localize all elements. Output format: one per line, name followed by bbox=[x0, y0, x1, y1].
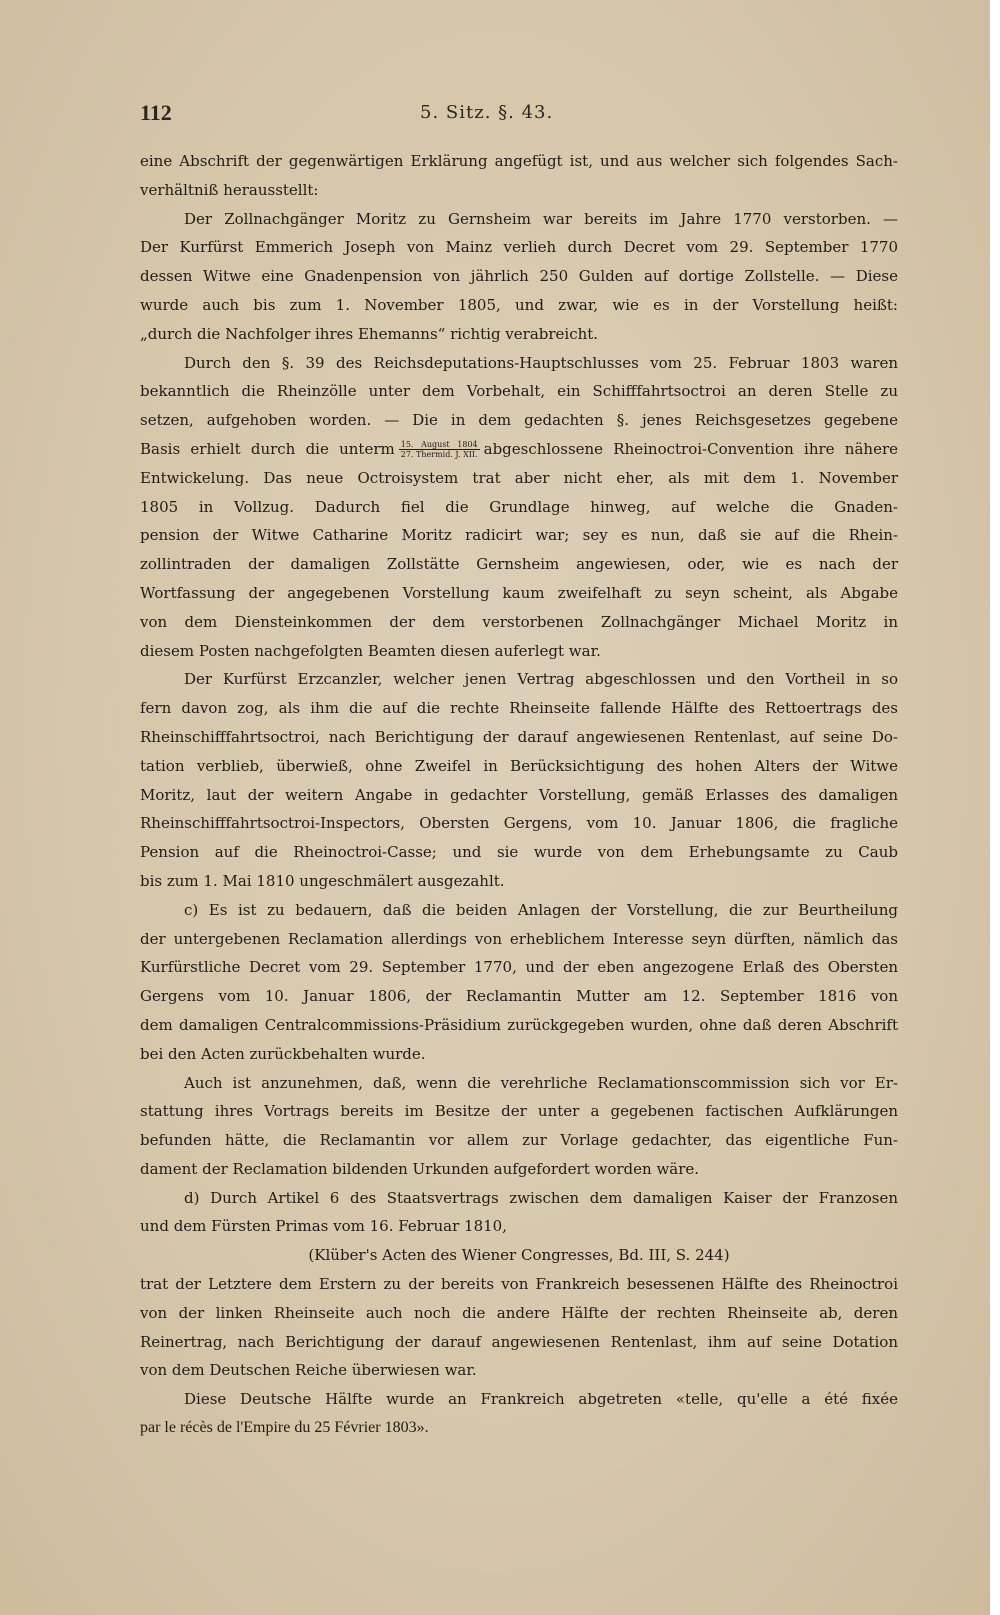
text-line: verhältniß herausstellt: bbox=[140, 180, 319, 199]
text-line: „durch die Nachfolger ihres Ehemanns“ richtig verabreicht. bbox=[140, 324, 599, 343]
text-line: dament der Reclamation bildenden Urkunden aufgefordert worden wäre. bbox=[140, 1159, 700, 1178]
fraction-numerator: 15. August 1804 bbox=[400, 440, 478, 450]
text-line: Der Zollnachgänger Moritz zu Gernsheim war bereits im Jahre 1770 verstorben. — bbox=[184, 209, 898, 228]
text-line: der untergebenen Reclamation allerdings von erheblichem Interesse seyn dürften, nämlich das bbox=[140, 929, 898, 948]
text-line: d) Durch Artikel 6 des Staatsvertrags zwischen dem damaligen Kaiser der Franzosen bbox=[184, 1188, 898, 1207]
text-line: Pension auf die Rheinoctroi-Casse; und sie wurde von dem Erhebungsamte zu Caub bbox=[140, 843, 898, 862]
text-segment: Basis erhielt durch die unterm bbox=[140, 439, 395, 458]
text-line: Durch den §. 39 des Reichsdeputations-Hauptschlusses vom 25. Februar 1803 waren bbox=[184, 353, 898, 372]
text-line: bei den Acten zurückbehalten wurde. bbox=[140, 1044, 426, 1063]
text-line: pension der Witwe Catharine Moritz radicirt war; sey es nun, daß sie auf die Rhein- bbox=[140, 526, 898, 545]
text-line: bekanntlich die Rheinzölle unter dem Vorbehalt, ein Schifffahrtsoctroi an deren Stelle zu bbox=[140, 382, 898, 401]
text-line: Wortfassung der angegebenen Vorstellung kaum zweifelhaft zu seyn scheint, als Abgabe bbox=[140, 583, 898, 602]
text-line: dem damaligen Centralcommissions-Präsidium zurückgegeben wurden, ohne daß deren Abschrift bbox=[140, 1015, 898, 1034]
text-segment: abgeschlossene Rheinoctroi-Convention ihre nähere bbox=[483, 439, 898, 458]
text-line: Der Kurfürst Emmerich Joseph von Mainz verlieh durch Decret vom 29. September 1770 bbox=[140, 238, 898, 257]
french-text-line: par le récès de l'Empire du 25 Février 1803». bbox=[140, 1419, 429, 1437]
text-line: diesem Posten nachgefolgten Beamten diesen auferlegt war. bbox=[140, 641, 601, 660]
text-line: tation verblieb, überwieß, ohne Zweifel in Berücksichtigung des hohen Alters der Witwe bbox=[140, 756, 898, 775]
text-line: Moritz, laut der weitern Angabe in gedachter Vorstellung, gemäß Erlasses des damaligen bbox=[140, 785, 898, 804]
fraction-denominator: 27. Thermid. J. XII. bbox=[400, 450, 478, 460]
text-line: von der linken Rheinseite auch noch die andere Hälfte der rechten Rheinseite ab, deren bbox=[140, 1303, 898, 1322]
text-line: c) Es ist zu bedauern, daß die beiden Anlagen der Vorstellung, die zur Beurtheilung bbox=[184, 900, 898, 919]
text-line: Auch ist anzunehmen, daß, wenn die verehrliche Reclamationscommission sich vor Er- bbox=[184, 1073, 898, 1092]
running-head: 5. Sitz. §. 43. bbox=[420, 102, 554, 123]
text-line: zollintraden der damaligen Zollstätte Gernsheim angewiesen, oder, wie es nach der bbox=[140, 555, 898, 574]
text-line: fern davon zog, als ihm die auf die rechte Rheinseite fallende Hälfte des Rettoertrags des bbox=[140, 699, 898, 718]
text-line: Rheinschifffahrtsoctroi, nach Berichtigung der darauf angewiesenen Rentenlast, auf seine Do- bbox=[140, 727, 898, 746]
text-line: bis zum 1. Mai 1810 ungeschmälert ausgezahlt. bbox=[140, 871, 505, 890]
text-line: trat der Letztere dem Erstern zu der bereits von Frankreich besessenen Hälfte des Rheinoctroi bbox=[140, 1275, 898, 1294]
page-header bbox=[140, 100, 900, 130]
text-line: 1805 in Vollzug. Dadurch fiel die Grundlage hinweg, auf welche die Gnaden- bbox=[140, 497, 898, 516]
text-line: befunden hätte, die Reclamantin vor allem zur Vorlage gedachter, das eigentliche Fun- bbox=[140, 1131, 898, 1150]
text-line-with-fraction bbox=[140, 435, 898, 464]
text-line: wurde auch bis zum 1. November 1805, und zwar, wie es in der Vorstellung heißt: bbox=[140, 295, 898, 314]
text-line: Rheinschifffahrtsoctroi-Inspectors, Obersten Gergens, vom 10. Januar 1806, die fragliche bbox=[140, 814, 898, 833]
text-line: Der Kurfürst Erzcanzler, welcher jenen Vertrag abgeschlossen und den Vortheil in so bbox=[184, 670, 898, 689]
text-line: von dem Deutschen Reiche überwiesen war. bbox=[140, 1361, 477, 1380]
text-line: Entwickelung. Das neue Octroisystem trat aber nicht eher, als mit dem 1. November bbox=[140, 468, 898, 487]
text-line: Reinertrag, nach Berichtigung der darauf angewiesenen Rentenlast, ihm auf seine Dotation bbox=[140, 1332, 898, 1351]
body-text bbox=[140, 147, 898, 1443]
text-line: eine Abschrift der gegenwärtigen Erklärung angefügt ist, und aus welcher sich folgendes Sach- bbox=[140, 152, 898, 170]
date-fraction bbox=[399, 440, 480, 459]
text-line: und dem Fürsten Primas vom 16. Februar 1810, bbox=[140, 1217, 507, 1236]
page-number: 112 bbox=[140, 100, 172, 125]
text-line: setzen, aufgehoben worden. — Die in dem gedachten §. jenes Reichsgesetzes gegebene bbox=[140, 411, 898, 430]
text-line: stattung ihres Vortrags bereits im Besitze der unter a gegebenen factischen Aufklärungen bbox=[140, 1102, 898, 1121]
citation-line: (Klüber's Acten des Wiener Congresses, Bd. III, S. 244) bbox=[308, 1246, 730, 1265]
text-line: von dem Diensteinkommen der dem verstorbenen Zollnachgänger Michael Moritz in bbox=[140, 612, 898, 631]
text-line: Gergens vom 10. Januar 1806, der Reclamantin Mutter am 12. September 1816 von bbox=[140, 987, 898, 1006]
text-line: Kurfürstliche Decret vom 29. September 1770, und der eben angezogene Erlaß des Obersten bbox=[140, 958, 898, 977]
text-line: dessen Witwe eine Gnadenpension von jährlich 250 Gulden auf dortige Zollstelle. — Diese bbox=[140, 267, 898, 286]
text-line: Diese Deutsche Hälfte wurde an Frankreich abgetreten «telle, qu'elle a été fixée bbox=[184, 1390, 898, 1409]
